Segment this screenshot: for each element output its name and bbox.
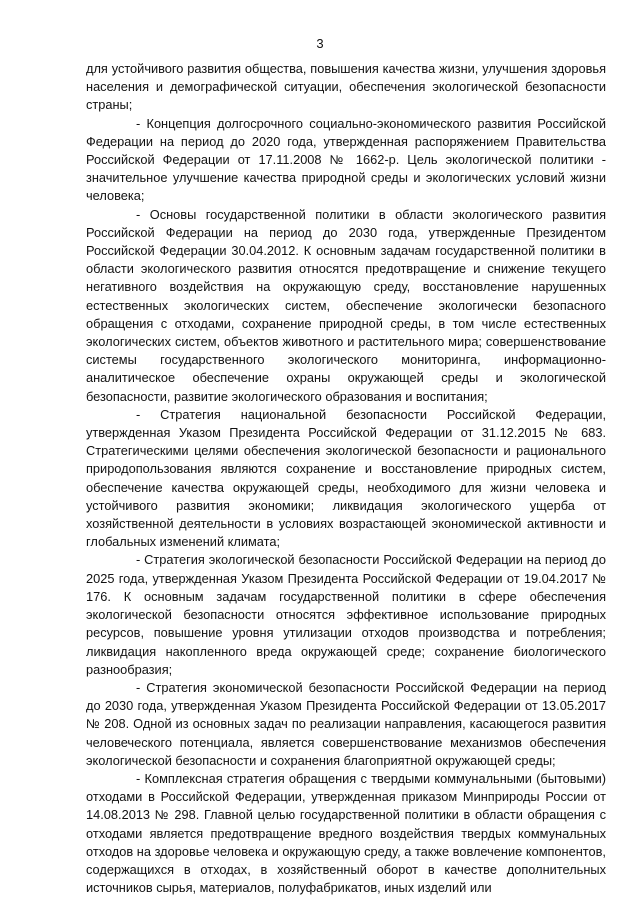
list-item: - Комплексная стратегия обращения с твердыми коммунальными (бытовыми) отходами в Российской Федерации, утвержденная приказом Минприроды России от 14.08.2013 № 298. Главной целью государственной политики в области обращения с отходами является предотвращение вредного воздействия твердых коммунальных отходов на здоровье человека и окружающую среду, а также вовлечение компонентов, содержащихся в отходах, в хозяйственный оборот в качестве дополнительных источников сырья, материалов, полуфабрикатов, иных изделий или xyxy=(86,770,606,896)
list-item: - Концепция долгосрочного социально-экономического развития Российской Федерации на период до 2020 года, утвержденная распоряжением Правительства Российской Федерации от 17.11.2008 № 1662-р. Цель экологической политики - значительное улучшение качества природной среды и экологических условий жизни человека; xyxy=(86,115,606,204)
list-item: - Основы государственной политики в области экологического развития Российской Федерации на период до 2030 года, утвержденные Президентом Российской Федерации 30.04.2012. К основным задачам государственной политики в области экологического развития относятся предотвращение и снижение текущего негативного воздействия на окружающую среду, восстановление нарушенных естественных экологических систем, обеспечение экологически безопасного обращения с отходами, сохранение природной среды, в том числе естественных экологических систем, объектов животного и растительного мира; совершенствование системы государственного экологического мониторинга, информационно-аналитическое обеспечение охраны окружающей среды и экологической безопасности, развитие экологического образования и воспитания; xyxy=(86,206,606,404)
list-item: - Стратегия экономической безопасности Российской Федерации на период до 2030 года, утвержденная Указом Президента Российской Федерации от 13.05.2017 № 208. Одной из основных задач по реализации направления, касающегося развития человеческого потенциала, является совершенствование механизмов обеспечения экологической безопасности и сохранения благоприятной окружающей среды; xyxy=(86,679,606,768)
paragraph: для устойчивого развития общества, повышения качества жизни, улучшения здоровья населения и демографической ситуации, обеспечения экологической безопасности страны; xyxy=(86,61,606,113)
list-item: - Стратегия национальной безопасности Российской Федерации, утвержденная Указом Президента Российской Федерации от 31.12.2015 № 683. Стратегическими целями обеспечения экологической безопасности и рационального природопользования являются сохранение и восстановление природных систем, обеспечение качества окружающей среды, необходимого для жизни человека и устойчивого развития экономики; ликвидация экологического ущерба от хозяйственной деятельности в условиях возрастающей экономической активности и глобальных изменений климата; xyxy=(86,406,606,550)
page-number: 3 xyxy=(316,36,324,51)
list-item: - Стратегия экологической безопасности Российской Федерации на период до 2025 года, утвержденная Указом Президента Российской Федерации от 19.04.2017 № 176. К основным задачам государственной политики в сфере обеспечения экологической безопасности относятся эффективное использование природных ресурсов, повышение уровня утилизации отходов производства и потребления; ликвидация накопленного вреда окружающей среде; сохранение биологического разнообразия; xyxy=(86,552,606,677)
document-body xyxy=(86,60,606,897)
